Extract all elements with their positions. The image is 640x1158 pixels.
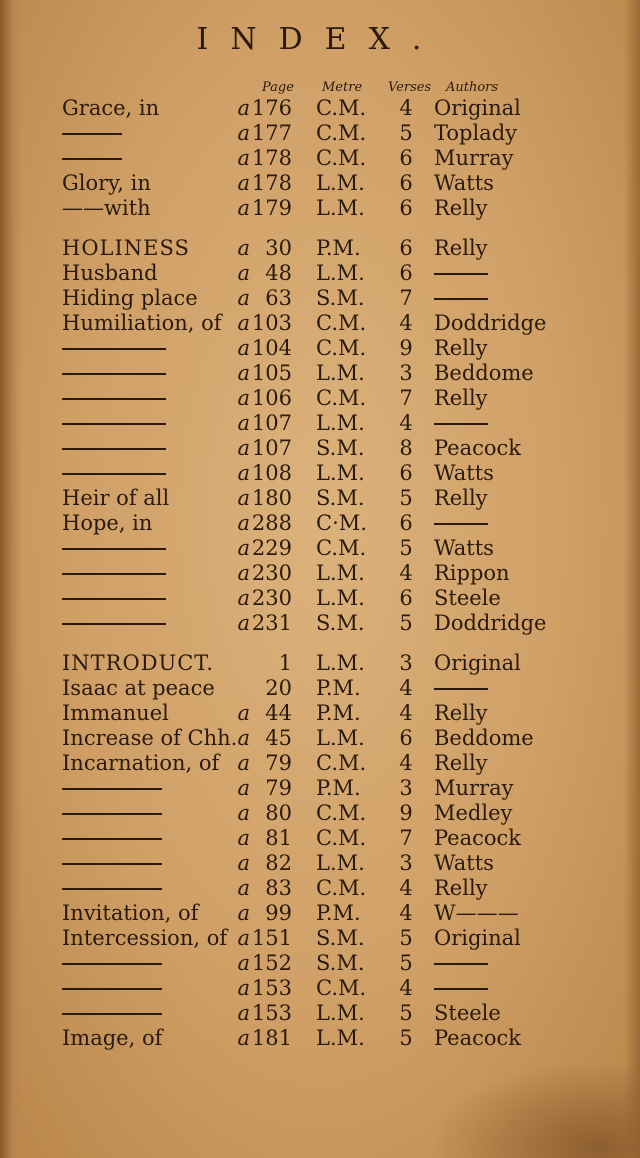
entry-verses: 6 [399,511,413,535]
entry-author: Beddome [434,361,534,385]
entry-subject: Invitation, of [62,901,199,925]
table-row [0,1026,640,1051]
entry-metre: L.M. [316,171,365,195]
entry-page: 178 [251,171,292,195]
entry-letter: a [237,311,250,335]
ditto-rule [62,863,162,865]
entry-subject: Humiliation, of [62,311,222,335]
entry-page: 1 [278,651,292,675]
table-row [0,876,640,901]
entry-letter: a [237,196,250,220]
column-headers [0,80,640,96]
entry-letter: a [237,586,250,610]
entry-author: Steele [434,586,501,610]
entry-letter: a [237,411,250,435]
table-row [0,486,640,511]
entry-page: 30 [265,236,292,260]
entry-metre: S.M. [316,926,365,950]
table-row [0,826,640,851]
page-title: INDEX. [196,22,444,57]
header-page: Page [262,80,294,95]
entry-letter: a [237,286,250,310]
table-row [0,561,640,586]
table-row [0,196,640,221]
entry-page: 20 [265,676,292,700]
entry-page: 79 [265,776,292,800]
ditto-rule [62,788,162,790]
entry-page: 180 [251,486,292,510]
entry-verses: 4 [399,701,413,725]
table-row [0,171,640,196]
entry-letter: a [237,146,250,170]
entry-author: Murray [434,776,514,800]
entry-metre: L.M. [316,851,365,875]
table-row [0,436,640,461]
entry-page: 178 [251,146,292,170]
ditto-rule [62,473,166,475]
entry-page: 105 [251,361,292,385]
entry-metre: C.M. [316,311,367,335]
entry-metre: P.M. [316,676,361,700]
ditto-rule [62,423,166,425]
ditto-rule [434,988,488,990]
entry-subject: Intercession, of [62,926,228,950]
entry-page: 81 [265,826,292,850]
table-row [0,286,640,311]
entry-verses: 3 [399,361,413,385]
entry-letter: a [237,1001,250,1025]
entry-letter: a [237,876,250,900]
entry-author: Peacock [434,826,522,850]
entry-metre: S.M. [316,436,365,460]
entry-verses: 6 [399,171,413,195]
ditto-rule [62,448,166,450]
ditto-rule [434,423,488,425]
ditto-rule [62,598,166,600]
table-row [0,586,640,611]
entry-metre: C.M. [316,826,367,850]
entry-author: Murray [434,146,514,170]
entry-subject: Grace, in [62,96,160,120]
ditto-rule [434,688,488,690]
entry-author: Peacock [434,436,522,460]
table-row [0,1001,640,1026]
entry-verses: 6 [399,586,413,610]
entry-metre: L.M. [316,361,365,385]
entry-verses: 4 [399,676,413,700]
entry-metre: S.M. [316,611,365,635]
entry-metre: C.M. [316,876,367,900]
ditto-rule [434,963,488,965]
entry-verses: 5 [399,951,413,975]
table-row [0,361,640,386]
entry-subject: INTRODUCT. [62,651,214,675]
entry-verses: 4 [399,751,413,775]
entry-page: 106 [251,386,292,410]
ditto-rule [62,838,162,840]
entry-page: 151 [251,926,292,950]
entry-author: Medley [434,801,513,825]
entry-metre: L.M. [316,561,365,585]
entry-letter: a [237,436,250,460]
entry-page: 45 [265,726,292,750]
entry-author: Relly [434,486,488,510]
entry-verses: 5 [399,926,413,950]
table-row [0,726,640,751]
entry-letter: a [237,261,250,285]
entry-metre: S.M. [316,951,365,975]
entry-page: 79 [265,751,292,775]
paper-stain [430,1060,640,1158]
entry-letter: a [237,236,250,260]
entry-verses: 6 [399,146,413,170]
entry-page: 107 [251,436,292,460]
entry-letter: a [237,561,250,585]
entry-author: Relly [434,336,488,360]
entry-subject: Isaac at peace [62,676,215,700]
entry-page: 177 [251,121,292,145]
table-row [0,751,640,776]
entry-subject: ——with [62,196,151,220]
entry-author: Original [434,651,521,675]
entry-verses: 5 [399,611,413,635]
entry-letter: a [237,486,250,510]
entry-author: Steele [434,1001,501,1025]
entry-metre: L.M. [316,461,365,485]
entry-author: Relly [434,876,488,900]
entry-page: 176 [251,96,292,120]
entry-page: 181 [251,1026,292,1050]
entry-letter: a [237,851,250,875]
entry-author: Relly [434,751,488,775]
entry-verses: 4 [399,561,413,585]
table-row [0,261,640,286]
entry-subject: Immanuel [62,701,169,725]
entry-page: 288 [251,511,292,535]
entry-metre: L.M. [316,411,365,435]
entry-letter: a [237,361,250,385]
entry-author: Beddome [434,726,534,750]
ditto-rule [62,1013,162,1015]
header-authors: Authors [446,80,499,95]
entry-metre: S.M. [316,286,365,310]
entry-letter: a [237,511,250,535]
entry-author: Watts [434,171,494,195]
table-row [0,411,640,436]
entry-metre: P.M. [316,236,361,260]
entry-letter: a [237,611,250,635]
ditto-rule [62,348,166,350]
table-row [0,121,640,146]
entry-verses: 3 [399,651,413,675]
entry-subject: Hope, in [62,511,153,535]
entry-page: 230 [251,561,292,585]
entry-page: 82 [265,851,292,875]
entry-letter: a [237,726,250,750]
ditto-rule [62,623,166,625]
ditto-rule [62,963,162,965]
entry-page: 229 [251,536,292,560]
ditto-rule [434,523,488,525]
entry-metre: C.M. [316,536,367,560]
entry-verses: 4 [399,96,413,120]
entry-page: 83 [265,876,292,900]
entry-subject: Heir of all [62,486,170,510]
entry-author: Toplady [434,121,518,145]
entry-metre: L.M. [316,261,365,285]
entry-metre: C.M. [316,146,367,170]
entry-verses: 7 [399,826,413,850]
entry-letter: a [237,336,250,360]
entry-letter: a [237,536,250,560]
table-row [0,146,640,171]
entry-verses: 3 [399,851,413,875]
entry-verses: 4 [399,901,413,925]
entry-letter: a [237,776,250,800]
entry-author: Original [434,926,521,950]
entry-page: 99 [265,901,292,925]
entry-verses: 3 [399,776,413,800]
entry-metre: L.M. [316,1001,365,1025]
entry-page: 63 [265,286,292,310]
entry-verses: 5 [399,536,413,560]
entry-author: Relly [434,386,488,410]
table-row [0,96,640,121]
entry-metre: S.M. [316,486,365,510]
entry-page: 107 [251,411,292,435]
table-row [0,976,640,1001]
entry-metre: P.M. [316,776,361,800]
entry-metre: C·M. [316,511,367,535]
entry-author: Peacock [434,1026,522,1050]
table-row [0,801,640,826]
entry-author: Watts [434,536,494,560]
entry-page: 153 [251,1001,292,1025]
entry-author: Original [434,96,521,120]
entry-letter: a [237,951,250,975]
entry-metre: P.M. [316,901,361,925]
entry-page: 152 [251,951,292,975]
entry-author: Relly [434,701,488,725]
entry-author: Watts [434,851,494,875]
entry-letter: a [237,901,250,925]
table-row [0,701,640,726]
entry-verses: 6 [399,726,413,750]
ditto-rule [62,158,122,160]
entry-letter: a [237,926,250,950]
entry-subject: Increase of Chh. [62,726,238,750]
table-row [0,776,640,801]
table-row [0,926,640,951]
entry-verses: 5 [399,121,413,145]
entry-metre: L.M. [316,726,365,750]
entry-verses: 8 [399,436,413,460]
entry-subject: Husband [62,261,158,285]
entry-letter: a [237,461,250,485]
header-metre: Metre [322,80,363,95]
table-row [0,611,640,636]
entry-verses: 4 [399,876,413,900]
entry-verses: 4 [399,311,413,335]
entry-author: Relly [434,196,488,220]
entry-page: 103 [251,311,292,335]
entry-author: Rippon [434,561,510,585]
entry-metre: P.M. [316,701,361,725]
entry-page: 231 [251,611,292,635]
entry-subject: HOLINESS [62,236,190,260]
ditto-rule [62,548,166,550]
table-row [0,236,640,261]
ditto-rule [62,888,162,890]
entry-letter: a [237,976,250,1000]
entry-letter: a [237,121,250,145]
table-row [0,676,640,701]
ditto-rule [62,398,166,400]
table-row [0,951,640,976]
entry-page: 179 [251,196,292,220]
entry-page: 230 [251,586,292,610]
entry-author: Doddridge [434,311,547,335]
table-row [0,311,640,336]
ditto-rule [62,813,162,815]
entry-page: 44 [265,701,292,725]
table-row [0,461,640,486]
entry-letter: a [237,96,250,120]
entry-letter: a [237,1026,250,1050]
entry-metre: C.M. [316,96,367,120]
entry-page: 153 [251,976,292,1000]
table-row [0,901,640,926]
entry-verses: 9 [399,801,413,825]
entry-letter: a [237,826,250,850]
entry-verses: 6 [399,236,413,260]
ditto-rule [434,298,488,300]
ditto-rule [62,133,122,135]
entry-page: 48 [265,261,292,285]
entry-verses: 6 [399,196,413,220]
entry-verses: 7 [399,286,413,310]
table-row [0,386,640,411]
entry-page: 108 [251,461,292,485]
entry-metre: C.M. [316,751,367,775]
entry-verses: 9 [399,336,413,360]
entry-author: Relly [434,236,488,260]
entry-verses: 6 [399,461,413,485]
entry-verses: 7 [399,386,413,410]
entry-verses: 5 [399,1001,413,1025]
entry-author: W——— [434,901,519,925]
entry-metre: L.M. [316,586,365,610]
entry-author: Watts [434,461,494,485]
entry-letter: a [237,386,250,410]
entry-letter: a [237,801,250,825]
entry-letter: a [237,701,250,725]
entry-subject: Hiding place [62,286,198,310]
entry-metre: L.M. [316,651,365,675]
table-row [0,536,640,561]
entry-subject: Incarnation, of [62,751,220,775]
entry-metre: C.M. [316,976,367,1000]
entry-page: 104 [251,336,292,360]
table-row [0,511,640,536]
entry-letter: a [237,751,250,775]
entry-verses: 5 [399,486,413,510]
entry-subject: Glory, in [62,171,151,195]
entry-verses: 4 [399,976,413,1000]
entry-page: 80 [265,801,292,825]
table-row [0,651,640,676]
entry-verses: 5 [399,1026,413,1050]
table-row [0,851,640,876]
entry-author: Doddridge [434,611,547,635]
entry-subject: Image, of [62,1026,163,1050]
entry-letter: a [237,171,250,195]
entry-verses: 4 [399,411,413,435]
entry-metre: L.M. [316,196,365,220]
table-row [0,336,640,361]
ditto-rule [62,573,166,575]
entry-metre: C.M. [316,386,367,410]
entry-metre: C.M. [316,336,367,360]
entry-metre: L.M. [316,1026,365,1050]
ditto-rule [62,373,166,375]
entry-metre: C.M. [316,801,367,825]
ditto-rule [62,988,162,990]
ditto-rule [434,273,488,275]
entry-metre: C.M. [316,121,367,145]
entry-verses: 6 [399,261,413,285]
header-verses: Verses [388,80,432,95]
